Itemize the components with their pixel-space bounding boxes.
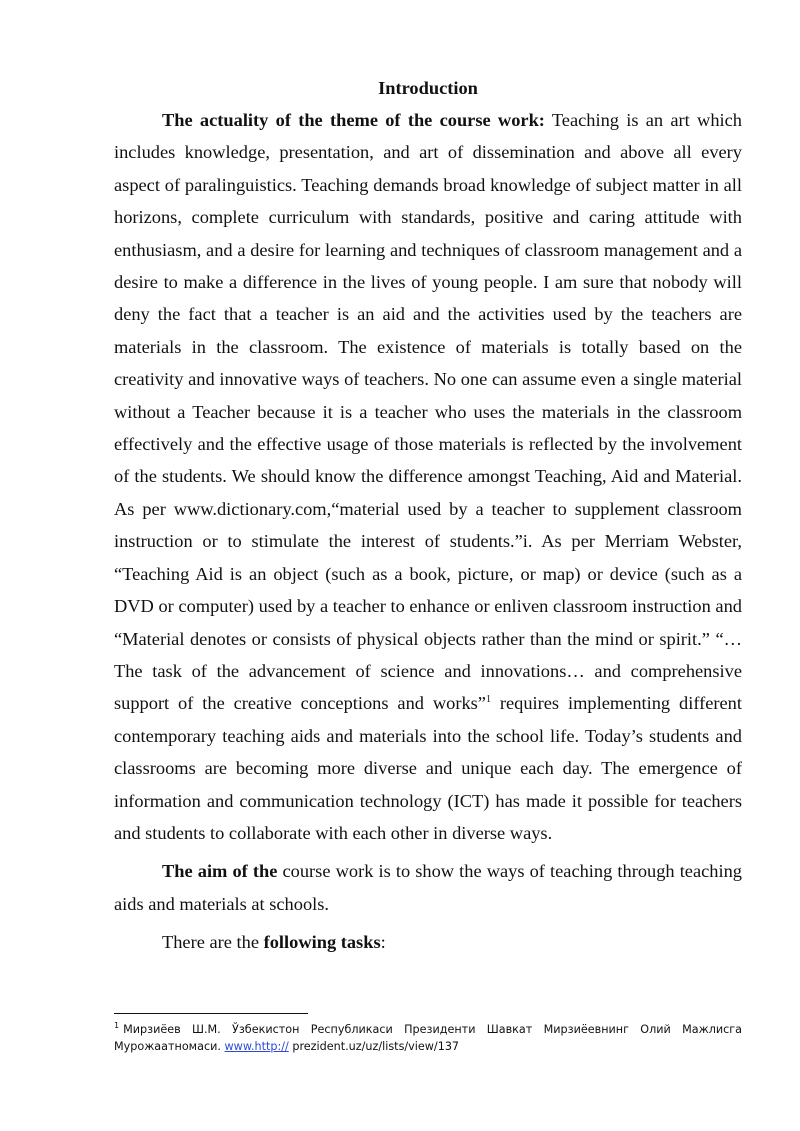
footnote-separator [114, 1013, 308, 1014]
aim-paragraph [114, 855, 742, 920]
footnote-link[interactable]: www.http:// [224, 1040, 289, 1053]
actuality-paragraph [114, 104, 742, 849]
aim-lead: The aim of the [162, 861, 278, 882]
tasks-bold: following tasks [263, 932, 381, 953]
actuality-lead: The actuality of the theme of the course work: [162, 110, 545, 130]
footnote-marker: 1 [114, 1021, 120, 1031]
footnote-url: prezident.uz/uz/lists/view/137 [288, 1040, 460, 1053]
page-body [114, 72, 742, 959]
footnote-text: Мирзиёев Ш.М. Ўзбекистон Республикаси Президенти Шавкат Мирзиёевнинг Олий Мажлисга Мурожаатномаси. [114, 1023, 742, 1053]
footnote [114, 1021, 742, 1055]
page-title: Introduction [378, 78, 478, 98]
actuality-text-continued: requires implementing different contemporary teaching aids and materials into the school life. Today’s students and classrooms are becoming more diverse and unique each day. The emergence of information and communication technology (ICT) has made it possible for teachers and students to collaborate with each other in diverse ways. [114, 693, 742, 843]
tasks-text: There are the [162, 932, 264, 953]
aim-text: course work is to show the ways of teaching through teaching aids and materials at schools. [114, 861, 742, 914]
actuality-text: Teaching is an art which includes knowledge, presentation, and art of dissemination and above all every aspect of paralinguistics. Teaching demands broad knowledge of subject matter in all horizons, complete curriculum with standards, positive and caring attitude with enthusiasm, and a desire for learning and techniques of classroom management and a desire to make a difference in the lives of young people. I am sure that nobody will deny the fact that a teacher is an aid and the activities used by the teachers are materials in the classroom. The existence of materials is totally based on the creativity and innovative ways of teachers. No one can assume even a single material without a Teacher because it is a teacher who uses the materials in the classroom effectively and the effective usage of those materials is reflected by the involvement of the students. We should know the difference amongst Teaching, Aid and Material. As per www.dictionary.com,“material used by a teacher to supplement classroom instruction or to stimulate the interest of students.”i. As per Merriam Webster, “Teaching Aid is an object (such as a book, picture, or map) or device (such as a DVD or computer) used by a teacher to enhance or enliven classroom instruction and “Material denotes or consists of physical objects rather than the mind or spirit.” “…The task of the advancement of science and innovations… and comprehensive support of the creative conceptions and works” [114, 110, 742, 714]
footnote-reference[interactable]: 1 [485, 694, 491, 706]
tasks-colon: : [380, 932, 386, 953]
tasks-paragraph [114, 926, 742, 958]
